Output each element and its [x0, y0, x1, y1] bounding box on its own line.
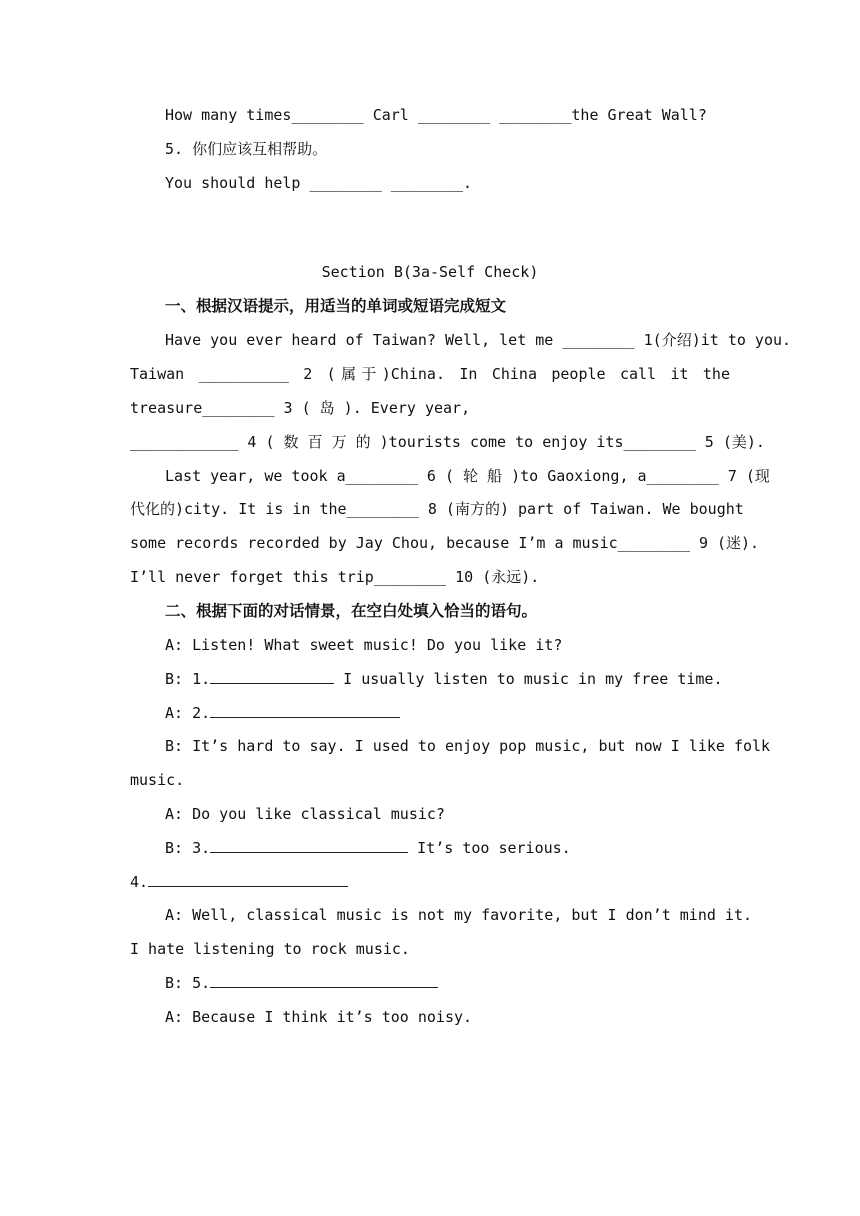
- dialogue-line-a5: A: Because I think it’s too noisy.: [165, 1008, 473, 1026]
- passage-line-8: I’ll never forget this trip________ 10 (永远).: [130, 568, 540, 586]
- dialogue-line-b3-prefix: B: 3.: [165, 839, 211, 857]
- passage-line-2: Taiwan __________ 2 (属于)China. In China people call it the: [130, 365, 730, 383]
- part-1-heading: 一、根据汉语提示，用适当的单词或短语完成短文: [165, 297, 507, 315]
- passage-line-7: some records recorded by Jay Chou, because I’m a music________ 9 (迷).: [130, 534, 760, 552]
- answer-blank-1[interactable]: [210, 668, 334, 684]
- answer-blank-4[interactable]: [148, 871, 348, 887]
- dialogue-line-b2-cont: music.: [130, 771, 185, 789]
- passage-line-3: treasure________ 3 ( 岛 ). Every year,: [130, 399, 471, 417]
- passage-line-5: Last year, we took a________ 6 ( 轮 船 )to Gaoxiong, a________ 7 (现: [165, 467, 770, 485]
- question-5-english-line: You should help ________ ________.: [165, 174, 473, 192]
- dialogue-line-b5: [165, 972, 438, 994]
- answer-blank-3[interactable]: [210, 837, 408, 853]
- answer-blank-2[interactable]: [210, 702, 400, 718]
- dialogue-line-4-prefix: 4.: [130, 873, 149, 891]
- dialogue-line-b3-suffix: It’s too serious.: [408, 839, 571, 857]
- dialogue-line-a3: A: Do you like classical music?: [165, 805, 445, 823]
- dialogue-line-a4: A: Well, classical music is not my favorite, but I don’t mind it.: [165, 906, 752, 924]
- dialogue-line-a4-cont: I hate listening to rock music.: [130, 940, 410, 958]
- answer-blank-5[interactable]: [210, 972, 438, 988]
- dialogue-line-b3: [165, 837, 571, 859]
- passage-line-1: Have you ever heard of Taiwan? Well, let me ________ 1(介绍)it to you.: [165, 331, 792, 349]
- dialogue-line-a1: A: Listen! What sweet music! Do you like it?: [165, 636, 563, 654]
- passage-line-4: ____________ 4 ( 数 百 万 的 )tourists come to enjoy its________ 5 (美).: [130, 433, 765, 451]
- question-4-english-line: How many times________ Carl ________ ________the Great Wall?: [165, 106, 707, 124]
- dialogue-line-b5-prefix: B: 5.: [165, 974, 211, 992]
- dialogue-line-b2: B: It’s hard to say. I used to enjoy pop music, but now I like folk: [165, 737, 771, 755]
- dialogue-line-a2-prefix: A: 2.: [165, 704, 211, 722]
- dialogue-line-a2: [165, 702, 400, 724]
- dialogue-line-4: [130, 871, 348, 893]
- part-2-heading: 二、根据下面的对话情景，在空白处填入恰当的语句。: [165, 602, 538, 620]
- section-title: Section B(3a-Self Check): [321, 263, 539, 281]
- dialogue-line-b1-prefix: B: 1.: [165, 670, 211, 688]
- dialogue-line-b1-suffix: I usually listen to music in my free time.: [334, 670, 723, 688]
- dialogue-line-b1: [165, 668, 722, 690]
- question-5-chinese-prompt: 5. 你们应该互相帮助。: [165, 140, 328, 158]
- passage-line-6: 代化的)city. It is in the________ 8 (南方的) part of Taiwan. We bought: [130, 500, 744, 518]
